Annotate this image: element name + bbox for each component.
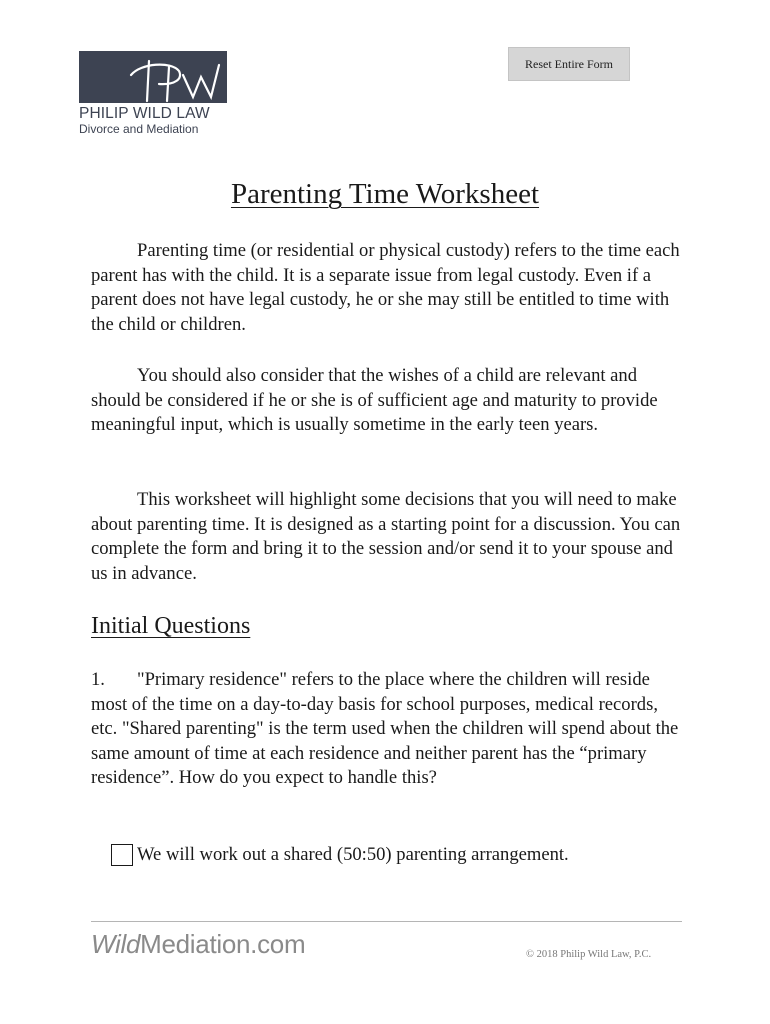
pw-monogram-icon [79,51,227,103]
footer-brand: WildMediation.com [91,929,306,959]
logo-tagline: Divorce and Mediation [79,122,199,136]
section-heading-initial-questions: Initial Questions [91,613,251,639]
term-primary-residence: "Primary residence" [137,669,287,690]
term-physical-custody: physical custody [379,240,504,261]
term-residential: residential [276,240,355,261]
term-legal-custody: legal custody [477,264,575,286]
shared-parenting-checkbox[interactable] [111,844,133,866]
footer-copyright: © 2018 Philip Wild Law, P.C. [526,949,652,960]
intro-paragraph-3: This worksheet will highlight some decisions that you will need to make about parenting time. It is designed as a starting point for a discussion. You can complete the form and bring it to the session and/or send it to your spouse and us in advance. [91,489,681,584]
intro-paragraph-2: You should also consider that the wishes of a child are relevant and should be considered if he or she is of sufficient age and maturity to provide meaningful input, which is usually sometime in the early teen years. [91,365,658,436]
intro-paragraph-1: Parenting time (or residential or physical custody) refers to the time each parent has with the child. It is a separate issue from legal custody. Even if a parent does not have legal custody, he or she may still be entitled to time with the child or children. [91,240,680,335]
term-parenting-time: Parenting time [137,240,246,261]
question-number: 1. [91,669,105,690]
option-shared-parenting[interactable] [111,843,569,867]
firm-logo [79,51,229,136]
footer-divider [91,921,682,922]
logo-monogram [79,51,227,103]
page-title: Parenting Time Worksheet [230,178,540,210]
shared-parenting-label: We will work out a shared (50:50) parenting arrangement. [137,844,569,865]
logo-firm-name: PHILIP WILD LAW [79,105,210,122]
reset-entire-form-button[interactable]: Reset Entire Form [508,47,630,81]
question-1: 1. "Primary residence" refers to the place where the children will reside most of the time on a day-to-day basis for school purposes, medical records, etc. "Shared parenting" is the term used when the children will spend about the same amount of time at each residence and neither parent has the “primary residence”. How do you expect to handle this? [91,669,679,789]
term-shared-parenting: "Shared parenting" [121,718,264,740]
